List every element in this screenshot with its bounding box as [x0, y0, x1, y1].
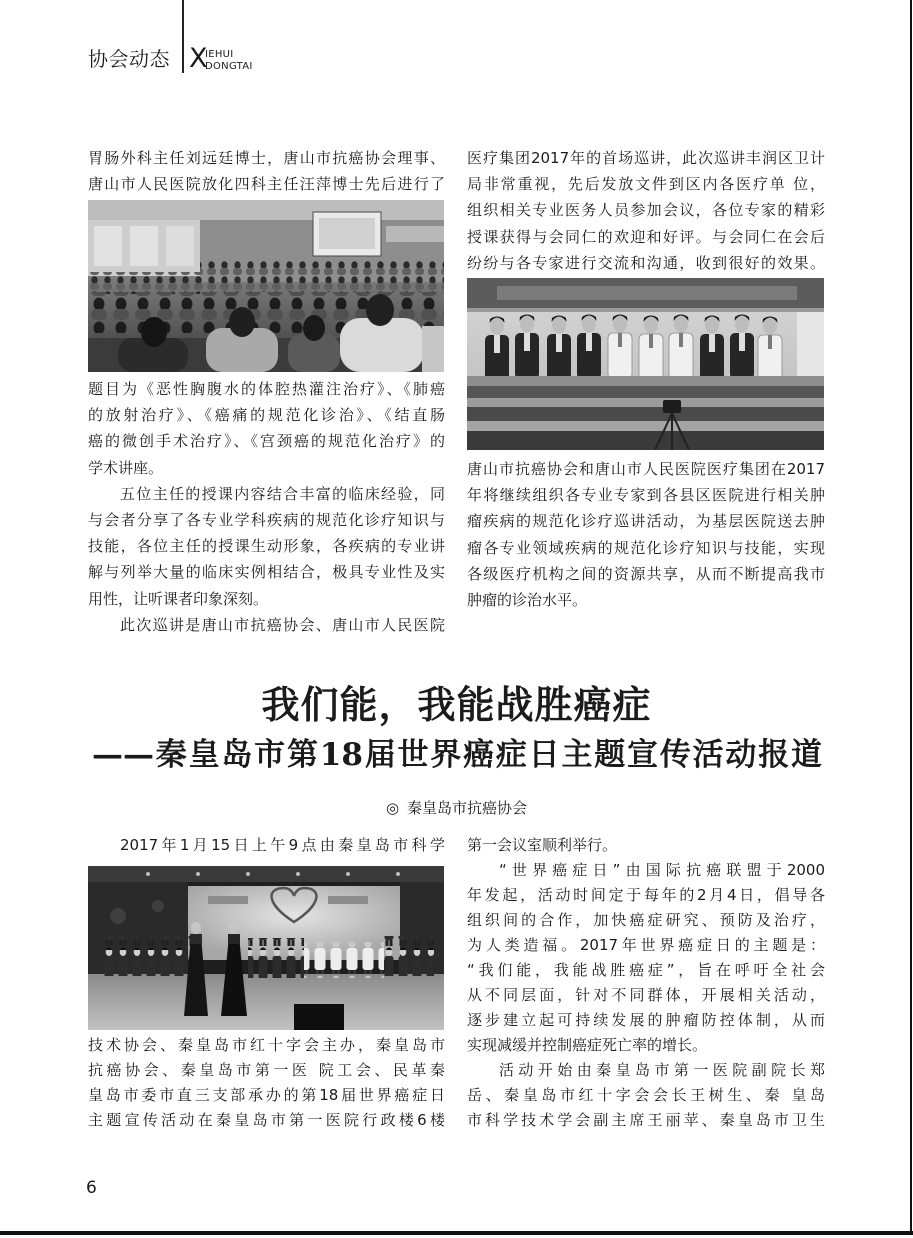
text-line: 用性，让听课者印象深刻。: [88, 589, 269, 608]
text-line: 年将继续组织各专业专家到各县区医院进行相关肿: [467, 486, 825, 505]
text-line: 市科学技术学会副主席王丽苹、秦皇岛市卫生: [467, 1111, 825, 1129]
text-line: 为人类造福。2017年世界癌症日的主题是：: [467, 936, 825, 954]
text-line: 医疗集团2017年的首场巡讲，此次巡讲丰润区卫计: [467, 149, 825, 167]
text-line: 纷纷与各专家进行交流和沟通，收到很好的效果。: [467, 253, 825, 272]
text-line: 第一会议室顺利举行。: [467, 836, 618, 854]
byline-author: 秦皇岛市抗癌协会: [407, 799, 528, 817]
text-line: 的放射治疗》、《癌痛的规范化诊治》、《结直肠: [88, 406, 445, 425]
photo-lecture-hall: [88, 200, 444, 372]
article-byline: [300, 797, 613, 819]
text-line: 年发起，活动时间定于每年的2月4日，倡导各: [467, 886, 825, 904]
text-line: 瘤各专业领域疾病的规范化诊疗知识与技能，实现: [467, 538, 825, 557]
text-line: 活动开始由秦皇岛市第一医院副院长郑: [499, 1061, 825, 1079]
text-line: 癌的微创手术治疗》、《宫颈癌的规范化治疗》的: [88, 432, 445, 451]
upper-left-text-a: [88, 145, 445, 197]
text-line: 技术协会、秦皇岛市红十字会主办，秦皇岛市: [88, 1036, 445, 1054]
text-line: 解与列举大量的临床实例相结合，极具专业性及实: [88, 563, 445, 582]
text-line: 实现减缓并控制癌症死亡率的增长。: [467, 1036, 708, 1054]
text-line: 唐山市抗癌协会和唐山市人民医院医疗集团在2017: [467, 460, 825, 478]
text-line: 岳、秦皇岛市红十字会会长王树生、秦 皇岛: [467, 1086, 825, 1104]
section-pinyin-line1: IEHUI: [205, 49, 234, 60]
article-title: 我们能，我能战胜癌症: [261, 682, 652, 727]
header-divider: [182, 0, 184, 73]
text-line: 抗癌协会、秦皇岛市第一医 院工会、民革秦: [88, 1061, 445, 1079]
text-line: 主题宣传活动在秦皇岛市第一医院行政楼6楼: [88, 1111, 445, 1129]
text-line: “世界癌症日”由国际抗癌联盟于2000: [499, 861, 825, 879]
text-line: 胃肠外科主任刘远廷博士，唐山市抗癌协会理事、: [88, 149, 445, 167]
page-edge-right: [910, 0, 912, 1235]
text-line: 局非常重视，先后发放文件到区内各医疗单 位，: [467, 175, 825, 194]
text-line: 皇岛市委市直三支部承办的第18届世界癌症日: [88, 1086, 445, 1104]
text-line: 从不同层面，针对不同群体，开展相关活动，: [467, 986, 825, 1004]
upper-right-text-b: [467, 456, 825, 613]
article-left-text-b: [88, 1033, 445, 1133]
page-number: 6: [86, 1178, 97, 1198]
text-line: 各级医疗机构之间的资源共享，从而不断提高我市: [467, 564, 825, 583]
text-line: 肿瘤的诊治水平。: [467, 590, 588, 609]
text-line: 唐山市人民医院放化四科主任汪萍博士先后进行了: [88, 175, 445, 194]
text-line: 瘤疾病的规范化诊疗巡讲活动，为基层医院送去肿: [467, 512, 825, 531]
text-line: 题目为《恶性胸腹水的体腔热灌注治疗》、《肺癌: [88, 380, 445, 398]
text-line: 逐步建立起可持续发展的肿瘤防控体制，从而: [467, 1011, 825, 1029]
text-line: 学术讲座。: [88, 458, 164, 477]
upper-left-text-b: [88, 376, 445, 638]
text-line: 组织间的合作，加快癌症研究、预防及治疗，: [467, 911, 825, 929]
photo-stage-event: [88, 866, 444, 1030]
section-title: 协会动态: [88, 47, 170, 71]
text-line: 与会者分享了各专业学科疾病的规范化诊疗知识与: [88, 510, 445, 529]
article-right-text: [467, 833, 825, 1133]
article-subtitle: ——秦皇岛市第18届世界癌症日主题宣传活动报道: [92, 737, 822, 773]
text-line: 五位主任的授课内容结合丰富的临床经验，同: [120, 484, 445, 503]
photo-group-doctors: [467, 278, 824, 450]
section-pinyin-initial: X: [189, 43, 208, 74]
text-line: “我们能，我能战胜癌症”，旨在呼吁全社会: [467, 961, 825, 979]
upper-right-text-a: [467, 145, 825, 276]
article-left-text-a: [88, 833, 445, 858]
section-pinyin-line2: DONGTAI: [205, 61, 253, 72]
byline-symbol: ◎: [385, 799, 400, 817]
text-line: 组织相关专业医务人员参加会议，各位专家的精彩: [467, 201, 825, 220]
page-edge-bottom: [0, 1231, 913, 1235]
text-line: 2017年1月15日上午9点由秦皇岛市科学: [120, 836, 445, 854]
text-line: 技能，各位主任的授课生动形象，各疾病的专业讲: [88, 537, 445, 556]
text-line: 此次巡讲是唐山市抗癌协会、唐山市人民医院: [120, 615, 445, 634]
text-line: 授课获得与会同仁的欢迎和好评。与会同仁在会后: [467, 227, 825, 246]
